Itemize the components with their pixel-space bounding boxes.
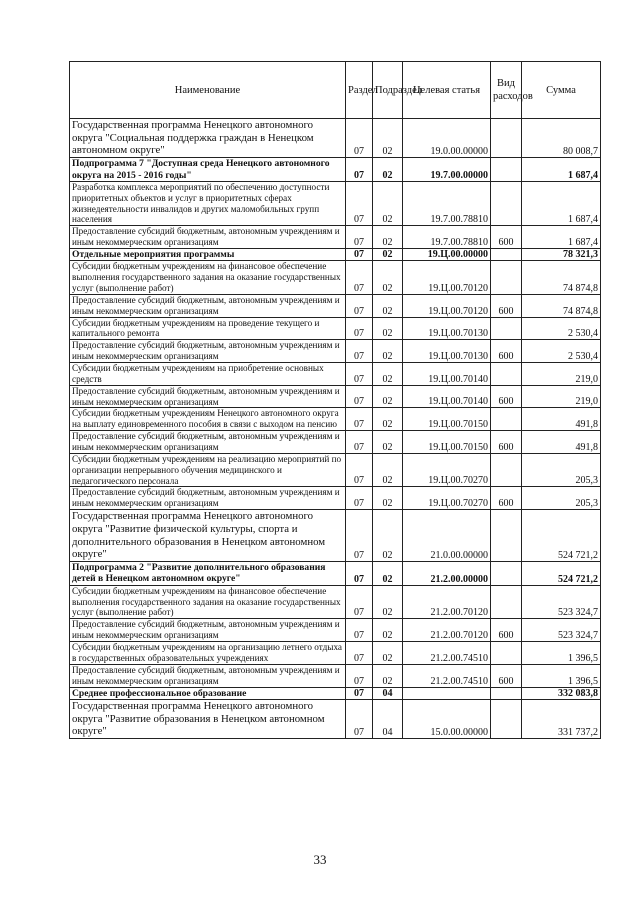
row-name-cell: Предоставление субсидий бюджетным, автономным учреждениям и иным некоммерческим организациям	[70, 487, 346, 510]
table-row	[70, 687, 601, 699]
header-target: Целевая статья	[403, 62, 491, 119]
row-amount-cell: 219,0	[522, 385, 601, 408]
row-subsection-cell: 02	[373, 340, 403, 363]
row-amount-cell: 74 874,8	[522, 294, 601, 317]
row-section-cell: 07	[346, 317, 373, 340]
row-target-cell: 15.0.00.00000	[403, 699, 491, 738]
row-subsection-cell: 02	[373, 261, 403, 295]
table-row	[70, 294, 601, 317]
row-section-cell: 07	[346, 340, 373, 363]
row-section-cell: 07	[346, 562, 373, 586]
table-row	[70, 487, 601, 510]
header-name: Наименование	[70, 62, 346, 119]
row-target-cell: 19.7.00.78810	[403, 181, 491, 225]
row-section-cell: 07	[346, 408, 373, 431]
row-expense-type-cell	[491, 181, 522, 225]
row-amount-cell: 74 874,8	[522, 261, 601, 295]
row-target-cell: 19.7.00.00000	[403, 158, 491, 182]
row-section-cell: 07	[346, 699, 373, 738]
table-row	[70, 119, 601, 158]
table-row	[70, 664, 601, 687]
row-section-cell: 07	[346, 585, 373, 619]
page-number: 33	[313, 852, 327, 867]
row-name-cell: Субсидии бюджетным учреждениям на организацию летнего отдыха в государственных образовательных учреждениях	[70, 642, 346, 665]
row-name-cell: Предоставление субсидий бюджетным, автономным учреждениям и иным некоммерческим организациям	[70, 294, 346, 317]
row-name-cell: Предоставление субсидий бюджетным, автономным учреждениям и иным некоммерческим организациям	[70, 340, 346, 363]
row-section-cell: 07	[346, 664, 373, 687]
row-amount-cell: 523 324,7	[522, 585, 601, 619]
row-name-cell: Предоставление субсидий бюджетным, автономным учреждениям и иным некоммерческим организациям	[70, 619, 346, 642]
row-name-cell: Разработка комплекса мероприятий по обеспечению доступности приоритетных объектов и услуг в приоритетных сферах жизнедеятельности инвалидов и других маломобильных групп населения	[70, 181, 346, 225]
row-target-cell: 21.0.00.00000	[403, 510, 491, 562]
row-subsection-cell: 02	[373, 181, 403, 225]
row-amount-cell: 78 321,3	[522, 248, 601, 260]
header-amount: Сумма	[522, 62, 601, 119]
row-amount-cell: 524 721,2	[522, 562, 601, 586]
row-target-cell: 19.Ц.00.70130	[403, 340, 491, 363]
table-row	[70, 619, 601, 642]
row-section-cell: 07	[346, 226, 373, 249]
row-subsection-cell: 02	[373, 385, 403, 408]
row-subsection-cell: 02	[373, 158, 403, 182]
row-expense-type-cell: 600	[491, 340, 522, 363]
row-name-cell: Государственная программа Ненецкого автономного округа "Развитие образования в Ненецком автономном округе"	[70, 699, 346, 738]
table-row	[70, 181, 601, 225]
row-expense-type-cell	[491, 687, 522, 699]
table-row	[70, 261, 601, 295]
row-subsection-cell: 02	[373, 510, 403, 562]
row-subsection-cell: 02	[373, 119, 403, 158]
row-subsection-cell: 02	[373, 619, 403, 642]
table-row	[70, 408, 601, 431]
row-name-cell: Субсидии бюджетным учреждениям на финансовое обеспечение выполнения государственного задания на оказание государственных услуг (выполнение работ)	[70, 585, 346, 619]
row-subsection-cell: 02	[373, 248, 403, 260]
row-target-cell: 19.Ц.00.70130	[403, 317, 491, 340]
row-target-cell: 19.Ц.00.70150	[403, 408, 491, 431]
row-subsection-cell: 02	[373, 294, 403, 317]
row-section-cell: 07	[346, 119, 373, 158]
row-subsection-cell: 02	[373, 317, 403, 340]
row-target-cell: 21.2.00.00000	[403, 562, 491, 586]
row-expense-type-cell	[491, 363, 522, 386]
row-name-cell: Субсидии бюджетным учреждениям Ненецкого автономного округа на выплату единовременного пособия в связи с выходом на пенсию	[70, 408, 346, 431]
row-target-cell: 19.Ц.00.70140	[403, 363, 491, 386]
row-amount-cell: 205,3	[522, 487, 601, 510]
table-body	[70, 119, 601, 739]
row-expense-type-cell: 600	[491, 431, 522, 454]
row-name-cell: Предоставление субсидий бюджетным, автономным учреждениям и иным некоммерческим организациям	[70, 385, 346, 408]
row-amount-cell: 1 687,4	[522, 226, 601, 249]
row-name-cell: Государственная программа Ненецкого автономного округа "Развитие физической культуры, спорта и дополнительного образования в Ненецком автономном округе"	[70, 510, 346, 562]
row-name-cell: Предоставление субсидий бюджетным, автономным учреждениям и иным некоммерческим организациям	[70, 664, 346, 687]
row-expense-type-cell	[491, 261, 522, 295]
row-name-cell: Субсидии бюджетным учреждениям на реализацию мероприятий по организации непрерывного обучения медицинского и педагогического персонала	[70, 453, 346, 487]
row-amount-cell: 524 721,2	[522, 510, 601, 562]
row-amount-cell: 80 008,7	[522, 119, 601, 158]
table-row	[70, 385, 601, 408]
row-section-cell: 07	[346, 385, 373, 408]
row-section-cell: 07	[346, 261, 373, 295]
row-expense-type-cell: 600	[491, 487, 522, 510]
row-section-cell: 07	[346, 642, 373, 665]
row-amount-cell: 2 530,4	[522, 340, 601, 363]
row-expense-type-cell	[491, 119, 522, 158]
row-subsection-cell: 02	[373, 562, 403, 586]
table-row	[70, 510, 601, 562]
row-name-cell: Субсидии бюджетным учреждениям на проведение текущего и капитального ремонта	[70, 317, 346, 340]
row-section-cell: 07	[346, 181, 373, 225]
table-row	[70, 453, 601, 487]
table-row	[70, 585, 601, 619]
budget-table	[69, 61, 601, 739]
row-amount-cell: 2 530,4	[522, 317, 601, 340]
row-amount-cell: 523 324,7	[522, 619, 601, 642]
row-expense-type-cell	[491, 453, 522, 487]
table-row	[70, 699, 601, 738]
table-row	[70, 340, 601, 363]
row-target-cell: 19.Ц.00.70120	[403, 261, 491, 295]
row-amount-cell: 205,3	[522, 453, 601, 487]
row-expense-type-cell	[491, 585, 522, 619]
row-subsection-cell: 02	[373, 226, 403, 249]
row-name-cell: Отдельные мероприятия программы	[70, 248, 346, 260]
row-subsection-cell: 02	[373, 642, 403, 665]
row-section-cell: 07	[346, 687, 373, 699]
row-name-cell: Субсидии бюджетным учреждениям на приобретение основных средств	[70, 363, 346, 386]
row-name-cell: Предоставление субсидий бюджетным, автономным учреждениям и иным некоммерческим организациям	[70, 226, 346, 249]
row-target-cell: 19.Ц.00.70270	[403, 453, 491, 487]
row-section-cell: 07	[346, 619, 373, 642]
table-row	[70, 248, 601, 260]
row-target-cell: 21.2.00.74510	[403, 642, 491, 665]
row-amount-cell: 1 396,5	[522, 642, 601, 665]
row-amount-cell: 331 737,2	[522, 699, 601, 738]
row-target-cell: 21.2.00.70120	[403, 619, 491, 642]
row-subsection-cell: 02	[373, 431, 403, 454]
row-expense-type-cell: 600	[491, 294, 522, 317]
row-section-cell: 07	[346, 248, 373, 260]
row-section-cell: 07	[346, 453, 373, 487]
header-expense-type: Вид расходов	[491, 62, 522, 119]
row-expense-type-cell	[491, 408, 522, 431]
row-expense-type-cell: 600	[491, 226, 522, 249]
table-header-row	[70, 62, 601, 119]
row-expense-type-cell	[491, 317, 522, 340]
row-section-cell: 07	[346, 431, 373, 454]
row-expense-type-cell	[491, 510, 522, 562]
row-expense-type-cell	[491, 562, 522, 586]
table-row	[70, 642, 601, 665]
row-name-cell: Государственная программа Ненецкого автономного округа "Социальная поддержка граждан в Ненецком автономном округе"	[70, 119, 346, 158]
row-target-cell: 21.2.00.70120	[403, 585, 491, 619]
row-expense-type-cell: 600	[491, 619, 522, 642]
row-target-cell: 19.Ц.00.00000	[403, 248, 491, 260]
row-subsection-cell: 02	[373, 664, 403, 687]
row-amount-cell: 1 687,4	[522, 158, 601, 182]
row-expense-type-cell: 600	[491, 385, 522, 408]
row-expense-type-cell	[491, 158, 522, 182]
row-subsection-cell: 02	[373, 453, 403, 487]
row-name-cell: Среднее профессиональное образование	[70, 687, 346, 699]
header-section: Раздел	[346, 62, 373, 119]
row-subsection-cell: 04	[373, 687, 403, 699]
row-section-cell: 07	[346, 487, 373, 510]
row-amount-cell: 1 687,4	[522, 181, 601, 225]
table-row	[70, 317, 601, 340]
row-subsection-cell: 02	[373, 408, 403, 431]
row-target-cell: 19.Ц.00.70270	[403, 487, 491, 510]
table-row	[70, 226, 601, 249]
table-row	[70, 562, 601, 586]
table-row	[70, 431, 601, 454]
row-section-cell: 07	[346, 158, 373, 182]
row-section-cell: 07	[346, 363, 373, 386]
row-expense-type-cell	[491, 248, 522, 260]
row-amount-cell: 332 083,8	[522, 687, 601, 699]
row-subsection-cell: 02	[373, 585, 403, 619]
row-name-cell: Подпрограмма 2 "Развитие дополнительного образования детей в Ненецком автономном округе"	[70, 562, 346, 586]
row-name-cell: Подпрограмма 7 "Доступная среда Ненецкого автономного округа на 2015 - 2016 годы"	[70, 158, 346, 182]
row-target-cell: 19.Ц.00.70140	[403, 385, 491, 408]
row-amount-cell: 219,0	[522, 363, 601, 386]
row-target-cell: 21.2.00.74510	[403, 664, 491, 687]
row-target-cell: 19.7.00.78810	[403, 226, 491, 249]
row-name-cell: Предоставление субсидий бюджетным, автономным учреждениям и иным некоммерческим организациям	[70, 431, 346, 454]
row-expense-type-cell	[491, 699, 522, 738]
table-row	[70, 363, 601, 386]
row-target-cell: 19.Ц.00.70120	[403, 294, 491, 317]
header-subsection: Подраздел	[373, 62, 403, 119]
row-subsection-cell: 02	[373, 363, 403, 386]
row-section-cell: 07	[346, 294, 373, 317]
row-expense-type-cell: 600	[491, 664, 522, 687]
row-target-cell: 19.0.00.00000	[403, 119, 491, 158]
row-subsection-cell: 04	[373, 699, 403, 738]
row-amount-cell: 1 396,5	[522, 664, 601, 687]
row-amount-cell: 491,8	[522, 431, 601, 454]
row-target-cell	[403, 687, 491, 699]
row-target-cell: 19.Ц.00.70150	[403, 431, 491, 454]
row-section-cell: 07	[346, 510, 373, 562]
row-expense-type-cell	[491, 642, 522, 665]
row-subsection-cell: 02	[373, 487, 403, 510]
row-amount-cell: 491,8	[522, 408, 601, 431]
table-row	[70, 158, 601, 182]
row-name-cell: Субсидии бюджетным учреждениям на финансовое обеспечение выполнения государственного задания на оказание государственных услуг (выполнение работ)	[70, 261, 346, 295]
